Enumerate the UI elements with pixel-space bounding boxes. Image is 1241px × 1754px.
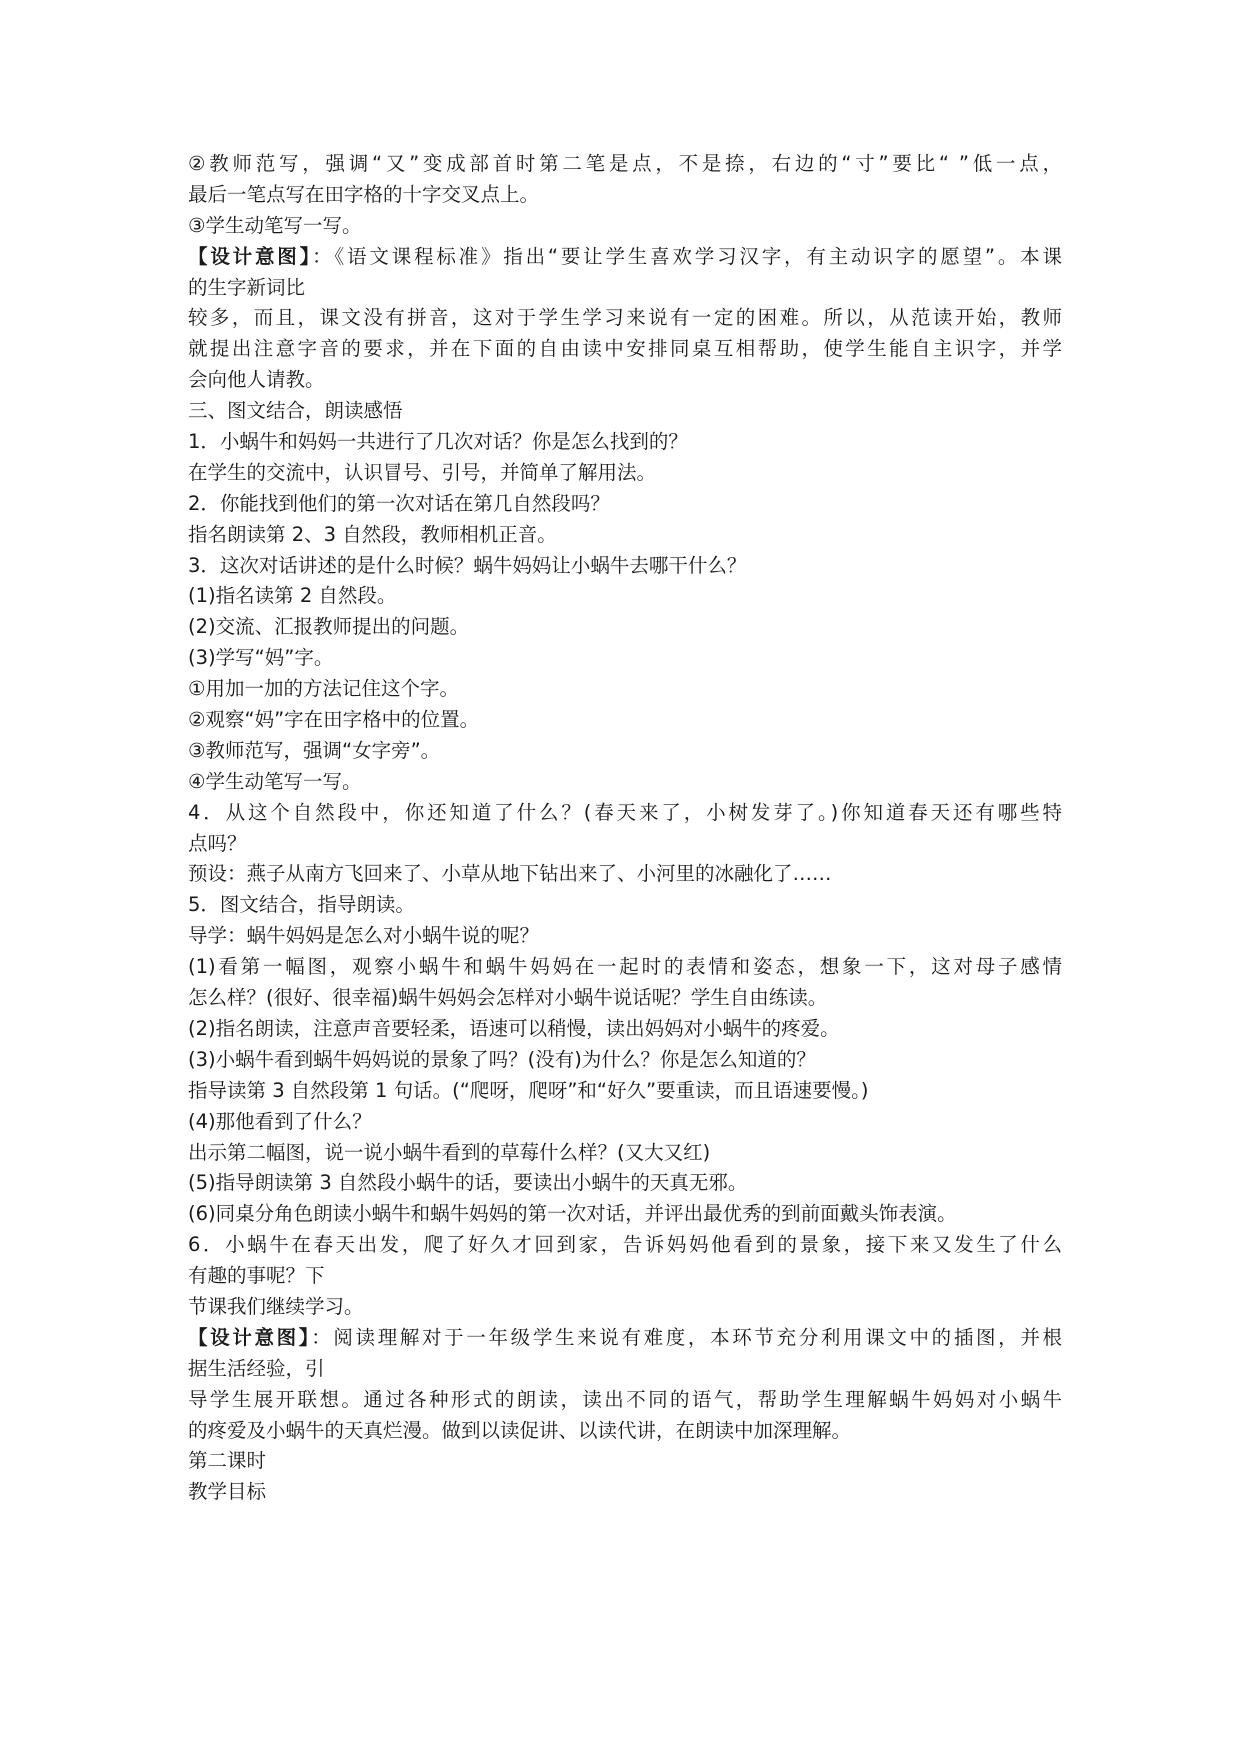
text-line [188,427,1062,458]
text-line [188,890,1062,921]
text-line [188,1168,1062,1199]
text-line [188,1292,1062,1323]
line-text: 在学生的交流中，认识冒号、引号，并简单了解用法。 [188,460,657,484]
text-line [188,1323,1062,1354]
line-text: ：《语文课程标准》指出“要让学生喜欢学习汉字，有主动识字的愿望”。本课 [312,244,1062,268]
line-text: (5)指导朗读第 3 自然段小蜗牛的话，要读出小蜗牛的天真无邪。 [188,1171,748,1195]
text-line [188,859,1062,890]
text-line [188,952,1062,983]
line-text: 2．你能找到他们的第一次对话在第几自然段吗？ [188,491,610,515]
line-text: (2)交流、汇报教师提出的问题。 [188,615,470,639]
design-intent-label: 【设计意图】 [188,244,313,268]
text-line [188,612,1062,643]
text-line [188,334,1062,365]
line-text: (4)那他看到了什么？ [188,1109,372,1133]
line-text: 就提出注意字音的要求，并在下面的自由读中安排同桌互相帮助，使学生能自主识字，并学 [188,337,1062,361]
line-text: ②观察“妈”字在田字格中的位置。 [188,708,480,732]
text-line [188,149,1062,180]
text-line [188,211,1062,242]
line-text: 出示第二幅图，说一说小蜗牛看到的草莓什么样？(又大又红) [188,1140,711,1164]
text-line [188,829,1062,860]
line-text: 点吗？ [188,831,247,855]
line-text: (1)看第一幅图，观察小蜗牛和蜗牛妈妈在一起时的表情和姿态，想象一下，这对母子感情 [188,955,1062,979]
text-line [188,1230,1062,1261]
text-line [188,1045,1062,1076]
line-text: (2)指名朗读，注意声音要轻柔，语速可以稍慢，读出妈妈对小蜗牛的疼爱。 [188,1016,840,1040]
line-text: 指导读第 3 自然段第 1 句话。(“爬呀，爬呀”和“好久”要重读，而且语速要慢。) [188,1078,869,1102]
line-text: ③学生动笔写一写。 [188,213,362,237]
text-line [188,581,1062,612]
line-text: 5．图文结合，指导朗读。 [188,893,415,917]
text-line [188,551,1062,582]
line-text: 三、图文结合，朗读感悟 [188,399,403,423]
line-text: (1)指名读第 2 自然段。 [188,584,397,608]
text-line [188,767,1062,798]
text-line [188,273,1062,304]
text-line [188,1446,1062,1477]
text-line [188,983,1062,1014]
line-text: 会向他人请教。 [188,368,325,392]
line-text: (3)学写“妈”字。 [188,646,334,670]
line-text: 指名朗读第 2、3 自然段，教师相机正音。 [188,522,557,546]
text-line [188,303,1062,334]
line-text: 导学：蜗牛妈妈是怎么对小蜗牛说的呢？ [188,924,540,948]
text-line [188,1354,1062,1385]
text-line [188,1385,1062,1416]
text-line [188,365,1062,396]
line-text: 预设：燕子从南方飞回来了、小草从地下钻出来了、小河里的冰融化了…… [188,862,832,886]
line-text: ①用加一加的方法记住这个字。 [188,677,459,701]
line-text: 4．从这个自然段中，你还知道了什么？(春天来了，小树发芽了。)你知道春天还有哪些特 [188,800,1062,824]
line-text: ③教师范写，强调“女字旁”。 [188,738,441,762]
text-line [188,458,1062,489]
text-line [188,180,1062,211]
line-text: 的生字新词比 [188,275,306,299]
line-text: ：阅读理解对于一年级学生来说有难度，本环节充分利用课文中的插图，并根 [311,1325,1062,1349]
text-line [188,396,1062,427]
text-line [188,798,1062,829]
line-text: (6)同桌分角色朗读小蜗牛和蜗牛妈妈的第一次对话，并评出最优秀的到前面戴头饰表演。 [188,1202,957,1226]
text-line [188,1107,1062,1138]
line-text: 1．小蜗牛和妈妈一共进行了几次对话？你是怎么找到的？ [188,430,688,454]
line-text: 据生活经验，引 [188,1356,325,1380]
line-text: 节课我们继续学习。 [188,1294,364,1318]
line-text: 3．这次对话讲述的是什么时候？蜗牛妈妈让小蜗牛去哪干什么？ [188,553,747,577]
text-line [188,1076,1062,1107]
text-line [188,1261,1062,1292]
line-text: ④学生动笔写一写。 [188,769,362,793]
line-text: 6．小蜗牛在春天出发，爬了好久才回到家，告诉妈妈他看到的景象，接下来又发生了什么 [188,1233,1062,1257]
text-line [188,643,1062,674]
text-line [188,1416,1062,1447]
text-line [188,705,1062,736]
design-intent-label: 【设计意图】 [188,1325,312,1349]
text-line [188,520,1062,551]
text-line [188,921,1062,952]
line-text: 怎么样？(很好、很幸福)蜗牛妈妈会怎样对小蜗牛说话呢？学生自由练读。 [188,986,828,1010]
text-line [188,242,1062,273]
text-line [188,736,1062,767]
line-text: 最后一笔点写在田字格的十字交叉点上。 [188,182,540,206]
line-text: 教学目标 [188,1480,267,1504]
line-text: 的疼爱及小蜗牛的天真烂漫。做到以读促讲、以读代讲，在朗读中加深理解。 [188,1418,852,1442]
line-text: 较多，而且，课文没有拼音，这对于学生学习来说有一定的困难。所以，从范读开始，教师 [188,306,1062,330]
text-line [188,674,1062,705]
text-line [188,1014,1062,1045]
line-text: (3)小蜗牛看到蜗牛妈妈说的景象了吗？(没有)为什么？你是怎么知道的？ [188,1047,816,1071]
line-text: ②教师范写，强调“又”变成部首时第二笔是点，不是捺，右边的“寸”要比“ ”低一点， [188,152,1062,175]
text-line [188,1138,1062,1169]
line-text: 第二课时 [188,1449,267,1473]
line-text: 导学生展开联想。通过各种形式的朗读，读出不同的语气，帮助学生理解蜗牛妈妈对小蜗牛 [188,1387,1062,1411]
text-line [188,489,1062,520]
line-text: 有趣的事呢？下 [188,1264,325,1288]
text-line [188,1477,1062,1508]
text-line [188,1199,1062,1230]
document-body [188,149,1062,1508]
